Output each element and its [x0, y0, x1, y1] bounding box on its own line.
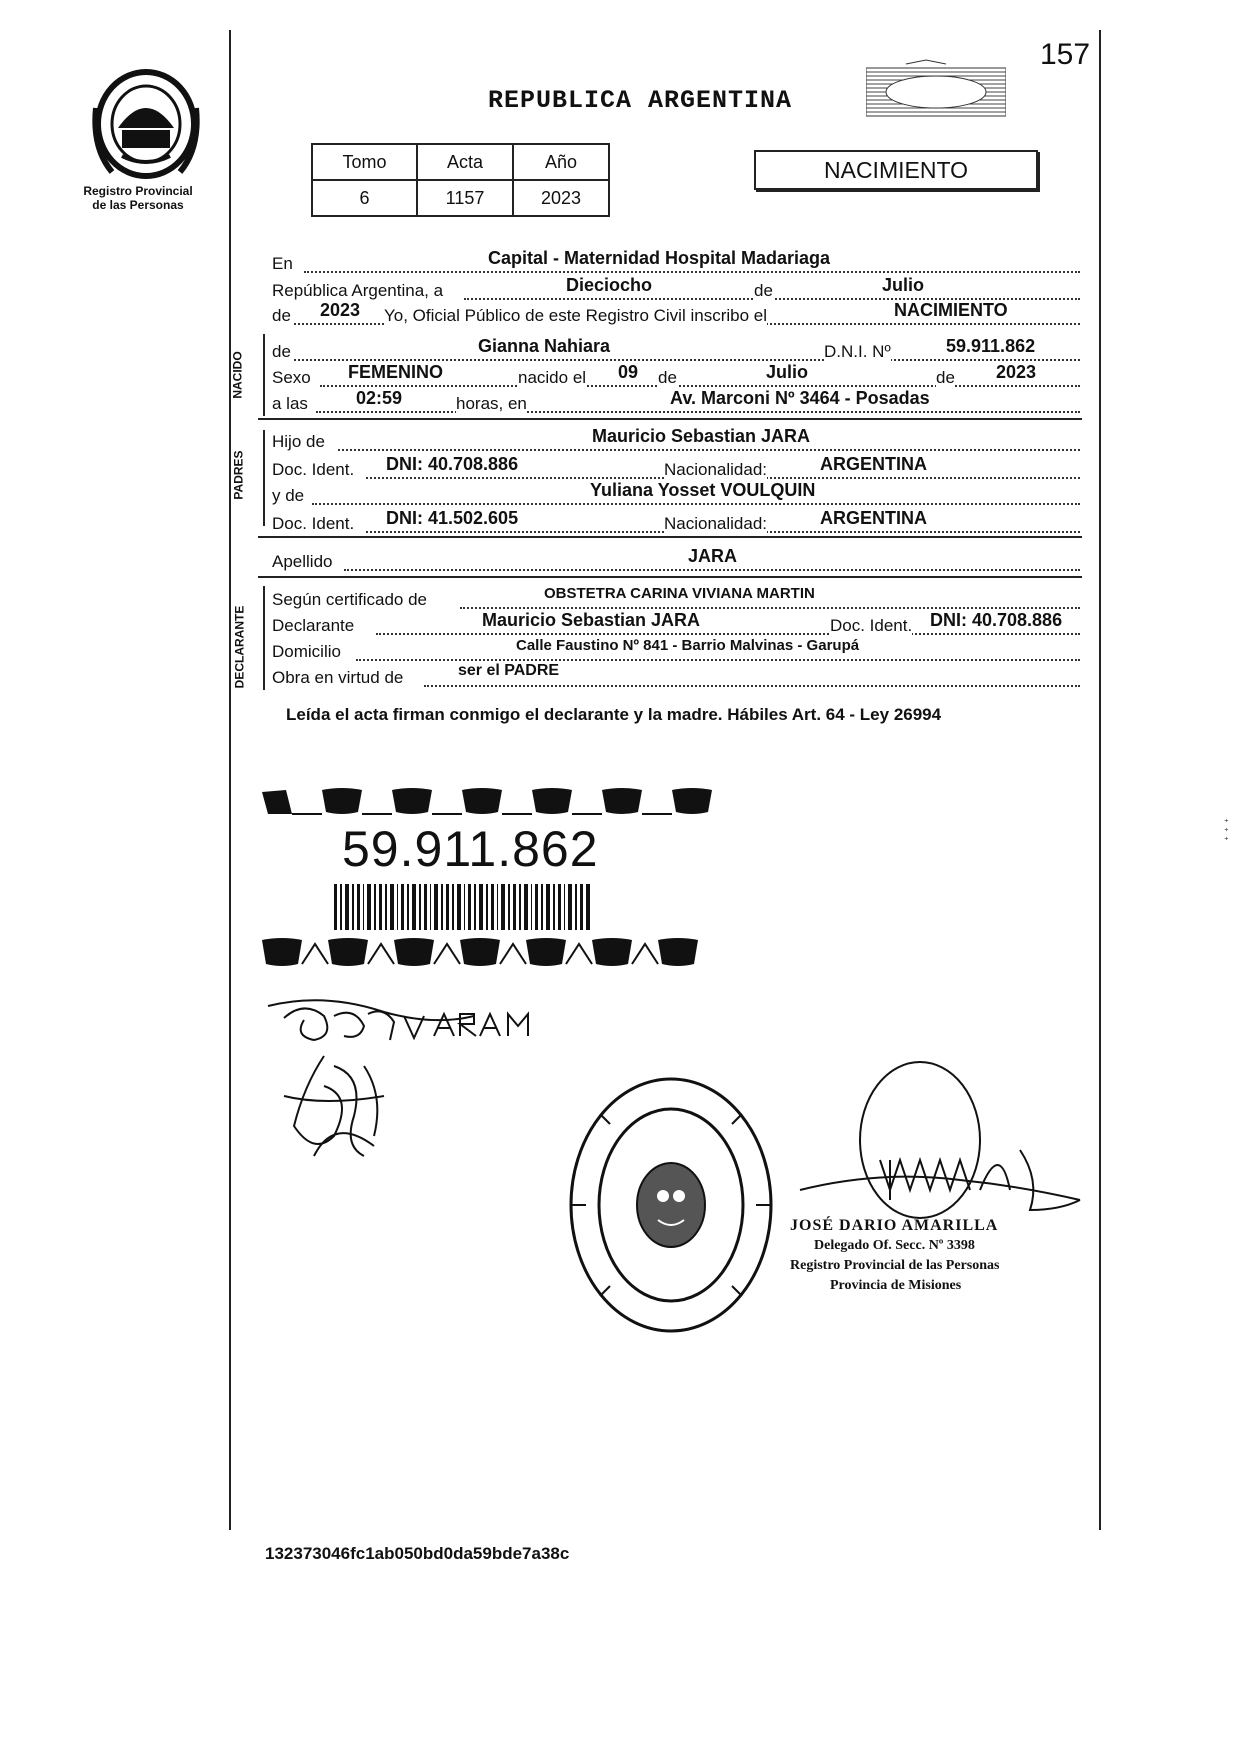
official-province: Provincia de Misiones [830, 1278, 962, 1293]
table-value-acta: 1157 [417, 180, 513, 216]
birth-year: 2023 [996, 362, 1037, 382]
year-value: 2023 [320, 300, 361, 320]
obra-value: ser el PADRE [458, 662, 560, 679]
month-value: Julio [882, 275, 925, 295]
row-father: Hijo de Mauricio Sebastian JARA [272, 432, 1082, 456]
page-number: 157 [1040, 38, 1091, 71]
row-father-doc: Doc. Ident. DNI: 40.708.886 Nacionalidad: ARGENTINA [272, 460, 1082, 484]
row-inscribo: de 2023 Yo, Oficial Público de este Registro Civil inscribo el NACIMIENTO [272, 306, 1082, 330]
mother-doc: DNI: 41.502.605 [386, 508, 519, 528]
security-ribbon-bottom [262, 934, 712, 973]
father-name: Mauricio Sebastian JARA [592, 426, 811, 446]
section-bracket-padres [263, 430, 269, 526]
table-value-ano: 2023 [513, 180, 609, 216]
document-hash: 132373046fc1ab050bd0da59bde7a38c [265, 1544, 570, 1563]
row-mother-doc: Doc. Ident. DNI: 41.502.605 Nacionalidad: ARGENTINA [272, 514, 1082, 538]
row-name: de Gianna Nahiara D.N.I. Nº 59.911.862 [272, 342, 1082, 366]
surname-value: JARA [688, 546, 738, 566]
mother-nationality: ARGENTINA [820, 508, 927, 528]
birth-day: 09 [618, 362, 639, 382]
header-title: REPUBLICA ARGENTINA [488, 86, 793, 115]
official-name-block [790, 1216, 999, 1296]
declarant-doc: DNI: 40.708.886 [930, 610, 1063, 630]
edge-marks: ⁺ ⁺ ⁺ [1224, 817, 1229, 845]
section-label-padres: PADRES [231, 450, 246, 500]
official-name: JOSÉ DARIO AMARILLA [790, 1217, 999, 1234]
inscribo-value: NACIMIENTO [894, 300, 1008, 320]
declarant-name: Mauricio Sebastian JARA [482, 610, 701, 630]
row-obra: Obra en virtud de ser el PADRE [272, 668, 1082, 692]
section-label-declarante: DECLARANTE [232, 605, 247, 689]
section-bracket-declarante [263, 586, 269, 690]
section-label-nacido: NACIDO [230, 351, 245, 399]
row-address: Domicilio Calle Faustino Nº 841 - Barrio Malvinas - Garupá [272, 642, 1082, 666]
row-certificate: Según certificado de OBSTETRA CARINA VIVIANA MARTIN [272, 590, 1082, 614]
birth-place: Av. Marconi Nº 3464 - Posadas [670, 388, 930, 408]
registry-table [311, 143, 610, 217]
father-nationality: ARGENTINA [820, 454, 927, 474]
official-title: Delegado Of. Secc. Nº 3398 [814, 1238, 975, 1253]
left-margin-line [229, 30, 231, 1530]
section-divider [258, 418, 1082, 420]
section-divider [258, 576, 1082, 578]
row-sex: Sexo FEMENINO nacido el 09 de Julio de 2023 [272, 368, 1082, 392]
section-divider [258, 536, 1082, 538]
child-dni: 59.911.862 [946, 336, 1036, 356]
address-value: Calle Faustino Nº 841 - Barrio Malvinas - Garupá [516, 637, 860, 654]
mother-name: Yuliana Yosset VOULQUIN [590, 480, 816, 500]
place-value: Capital - Maternidad Hospital Madariaga [488, 248, 831, 268]
birth-hour: 02:59 [356, 388, 403, 408]
official-office: Registro Provincial de las Personas [790, 1258, 1000, 1273]
province-logo [92, 68, 200, 180]
certificate-type-box: NACIMIENTO [754, 150, 1038, 190]
certificate-value: OBSTETRA CARINA VIVIANA MARTIN [544, 585, 815, 602]
row-surname: Apellido JARA [272, 552, 1082, 576]
table-value-tomo: 6 [312, 180, 417, 216]
right-margin-line [1099, 30, 1101, 1530]
declarant-signature [264, 996, 534, 1171]
table-header-acta: Acta [417, 144, 513, 180]
security-ribbon-top [262, 786, 712, 823]
signing-notice: Leída el acta firman conmigo el declarante y la madre. Hábiles Art. 64 - Ley 26994 [286, 705, 942, 724]
row-mother: y de Yuliana Yosset VOULQUIN [272, 486, 1082, 510]
barcode [334, 884, 594, 935]
father-doc: DNI: 40.708.886 [386, 454, 519, 474]
table-header-tomo: Tomo [312, 144, 417, 180]
official-seal [566, 1074, 776, 1341]
row-hour: a las 02:59 horas, en Av. Marconi Nº 3464 - Posadas [272, 394, 1082, 418]
row-place: En Capital - Maternidad Hospital Madariaga [272, 254, 1082, 278]
child-name: Gianna Nahiara [478, 336, 611, 356]
section-bracket-nacido [263, 334, 269, 416]
logo-caption: Registro Provincial de las Personas [83, 184, 193, 212]
sex-value: FEMENINO [348, 362, 444, 382]
day-words: Dieciocho [566, 275, 653, 295]
row-declarant: Declarante Mauricio Sebastian JARA Doc. Ident. DNI: 40.708.886 [272, 616, 1082, 640]
serial-stamp [866, 58, 1006, 120]
table-header-ano: Año [513, 144, 609, 180]
row-date: República Argentina, a Dieciocho de Julio [272, 281, 1082, 305]
id-number-large: 59.911.862 [342, 821, 599, 877]
birth-month: Julio [766, 362, 809, 382]
